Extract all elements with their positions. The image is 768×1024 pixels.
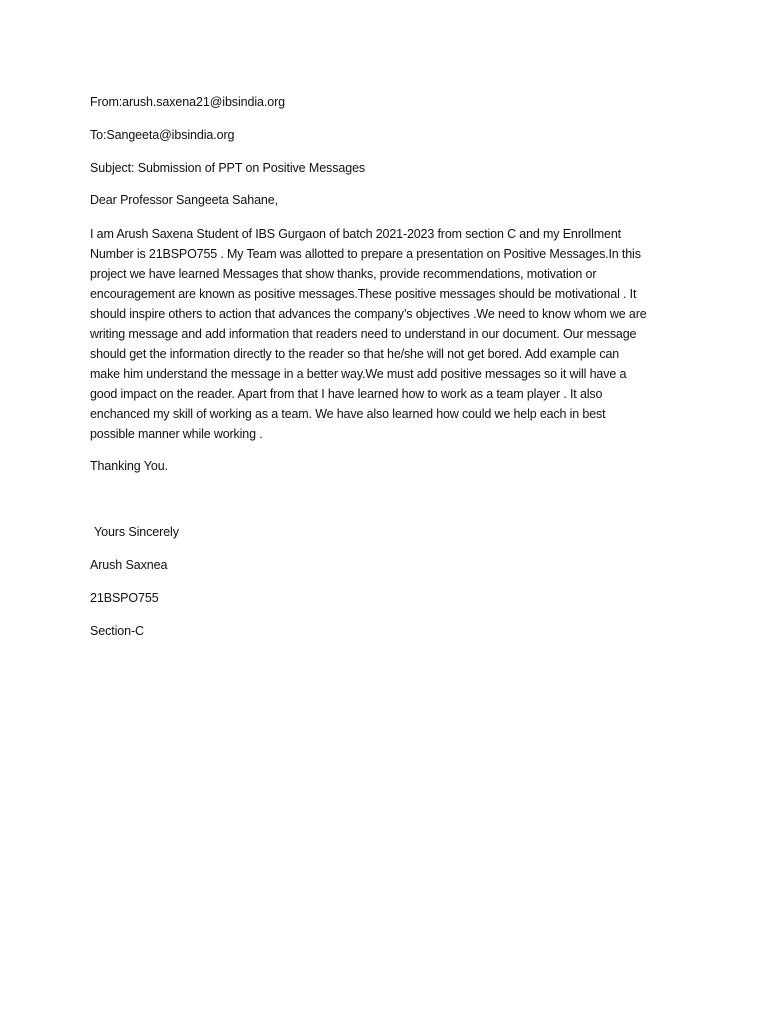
body-line: project we have learned Messages that show thanks, provide recommendations, motivation or <box>90 267 597 281</box>
section-line: Section-C <box>90 624 144 638</box>
from-line: From:arush.saxena21@ibsindia.org <box>90 95 286 109</box>
body-line: I am Arush Saxena Student of IBS Gurgaon of batch 2021-2023 from section C and my Enrollment <box>90 227 621 241</box>
body-line: good impact on the reader. Apart from that I have learned how to work as a team player . It also <box>90 387 603 401</box>
body-line: possible manner while working . <box>90 427 263 441</box>
to-line: To:Sangeeta@ibsindia.org <box>90 128 235 142</box>
enrollment-number: 21BSPO755 <box>90 591 159 605</box>
body-line: should get the information directly to the reader so that he/she will not get bored. Add example can <box>90 347 620 361</box>
body-line: enchanced my skill of working as a team. We have also learned how could we help each in best <box>90 407 606 421</box>
body-line: writing message and add information that readers need to understand in our document. Our message <box>90 327 637 341</box>
thanks-line: Thanking You. <box>90 459 168 473</box>
letter-body <box>90 224 690 444</box>
body-line: encouragement are known as positive messages.These positive messages should be motivational . It <box>90 287 637 301</box>
body-line: make him understand the message in a better way.We must add positive messages so it will have a <box>90 367 627 381</box>
subject-line: Subject: Submission of PPT on Positive Messages <box>90 161 366 175</box>
body-line: Number is 21BSPO755 . My Team was allotted to prepare a presentation on Positive Messages.In this <box>90 247 641 261</box>
signer-name: Arush Saxnea <box>90 558 168 572</box>
closing-line: Yours Sincerely <box>94 525 179 539</box>
body-line: should inspire others to action that advances the company’s objectives .We need to know whom we are <box>90 307 647 321</box>
salutation: Dear Professor Sangeeta Sahane, <box>90 193 278 207</box>
